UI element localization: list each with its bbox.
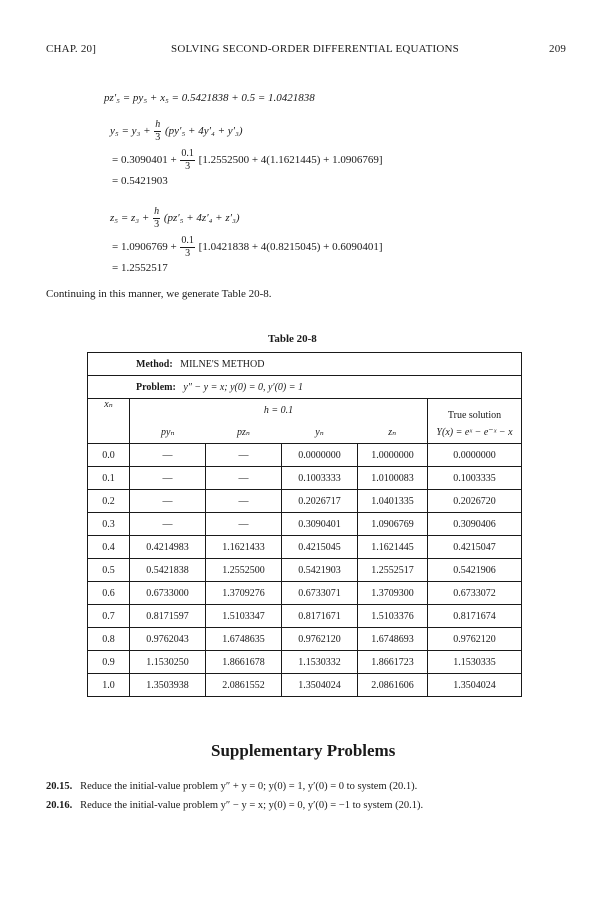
equation-z5-result: = 1.2552517 <box>112 262 168 274</box>
cell-pyn: 1.1530250 <box>130 651 206 674</box>
cell-pyn: 0.4214983 <box>130 536 206 559</box>
table-row <box>88 651 522 674</box>
cell-pzn: 1.3709276 <box>206 582 282 605</box>
cell-pzn: — <box>206 467 282 490</box>
cell-true-y: 0.5421906 <box>428 559 522 582</box>
body-paragraph: Continuing in this manner, we generate Table 20-8. <box>46 288 272 300</box>
cell-yn: 0.1003333 <box>282 467 358 490</box>
cell-xn: 0.8 <box>88 628 130 651</box>
equation-y5-result: = 0.5421903 <box>112 175 168 187</box>
table-header-row-2 <box>88 421 522 444</box>
cell-pyn: — <box>130 444 206 467</box>
cell-true-y: 0.4215047 <box>428 536 522 559</box>
cell-zn: 1.0100083 <box>358 467 428 490</box>
cell-pzn: — <box>206 444 282 467</box>
problem-item <box>46 800 423 811</box>
table-row <box>88 559 522 582</box>
cell-pzn: — <box>206 490 282 513</box>
cell-pyn: 1.3503938 <box>130 674 206 697</box>
table-row <box>88 444 522 467</box>
cell-true-y: 0.6733072 <box>428 582 522 605</box>
cell-yn: 0.4215045 <box>282 536 358 559</box>
problem-text: Reduce the initial-value problem y″ − y = x; y(0) = 0, y′(0) = −1 to system (20.1). <box>80 800 424 811</box>
problem-text: Reduce the initial-value problem y″ + y = 0; y(0) = 1, y′(0) = 0 to system (20.1). <box>80 781 418 792</box>
table-row <box>88 513 522 536</box>
cell-zn: 1.0906769 <box>358 513 428 536</box>
cell-zn: 1.5103376 <box>358 605 428 628</box>
table-row <box>88 467 522 490</box>
col-header-true-solution-1: True solution <box>428 399 522 422</box>
cell-pzn: — <box>206 513 282 536</box>
cell-xn: 1.0 <box>88 674 130 697</box>
cell-true-y: 0.1003335 <box>428 467 522 490</box>
cell-zn: 1.6748693 <box>358 628 428 651</box>
table-row <box>88 628 522 651</box>
cell-pzn: 1.8661678 <box>206 651 282 674</box>
cell-zn: 1.8661723 <box>358 651 428 674</box>
table-data-body <box>88 444 522 697</box>
table-row <box>88 674 522 697</box>
cell-pyn: 0.5421838 <box>130 559 206 582</box>
table-header-row-1 <box>88 399 522 422</box>
cell-pyn: — <box>130 467 206 490</box>
cell-xn: 0.4 <box>88 536 130 559</box>
col-header-pzn: pzₙ <box>206 421 282 444</box>
col-header-yn: yₙ <box>282 421 358 444</box>
cell-pzn: 1.1621433 <box>206 536 282 559</box>
cell-pzn: 1.2552500 <box>206 559 282 582</box>
cell-zn: 1.0401335 <box>358 490 428 513</box>
col-header-zn: zₙ <box>358 421 428 444</box>
problem-value: y″ − y = x; y(0) = 0, y′(0) = 1 <box>183 381 303 393</box>
z5-sub-fraction: $\frac{0.1}{3}$ <box>181 235 194 259</box>
cell-xn: 0.6 <box>88 582 130 605</box>
equation-z5-substitution: = 1.0906769 + $\frac{0.1}{3}$ [1.0421838 + 4(0.8215045) + 0.6090401] <box>112 235 383 259</box>
cell-xn: 0.7 <box>88 605 130 628</box>
cell-pyn: — <box>130 490 206 513</box>
cell-zn: 2.0861606 <box>358 674 428 697</box>
method-label: Method: <box>136 358 173 370</box>
cell-xn: 0.5 <box>88 559 130 582</box>
col-header-true-solution-2: Y(x) = eˣ − e⁻ˣ − x <box>428 421 522 444</box>
cell-pyn: — <box>130 513 206 536</box>
cell-yn: 1.1530332 <box>282 651 358 674</box>
col-header-h: h = 0.1 <box>130 399 428 422</box>
z5-fraction: $\frac{h}{3}$ <box>154 206 160 230</box>
table-row <box>88 605 522 628</box>
cell-true-y: 1.3504024 <box>428 674 522 697</box>
running-header-chapter: CHAP. 20] <box>46 43 97 55</box>
cell-yn: 0.9762120 <box>282 628 358 651</box>
cell-true-y: 0.8171674 <box>428 605 522 628</box>
cell-yn: 0.8171671 <box>282 605 358 628</box>
equation-z5: z₅ = z₃ + $\frac{h}{3}$ (pz′₅ + 4z′₄ + z′₃) <box>110 206 240 230</box>
cell-zn: 1.2552517 <box>358 559 428 582</box>
cell-true-y: 0.2026720 <box>428 490 522 513</box>
y5-fraction: $\frac{h}{3}$ <box>155 119 161 143</box>
running-header-title: SOLVING SECOND-ORDER DIFFERENTIAL EQUATIONS <box>171 43 459 55</box>
cell-pzn: 1.6748635 <box>206 628 282 651</box>
cell-yn: 0.2026717 <box>282 490 358 513</box>
cell-zn: 1.3709300 <box>358 582 428 605</box>
cell-true-y: 0.0000000 <box>428 444 522 467</box>
cell-true-y: 1.1530335 <box>428 651 522 674</box>
cell-yn: 0.3090401 <box>282 513 358 536</box>
cell-xn: 0.0 <box>88 444 130 467</box>
cell-true-y: 0.9762120 <box>428 628 522 651</box>
table-problem-row <box>88 376 522 399</box>
cell-xn: 0.1 <box>88 467 130 490</box>
milne-method-table <box>87 352 522 697</box>
section-heading: Supplementary Problems <box>211 741 396 760</box>
y5-sub-fraction: $\frac{0.1}{3}$ <box>181 148 194 172</box>
equation-y5-substitution: = 0.3090401 + $\frac{0.1}{3}$ [1.2552500 + 4(1.1621445) + 1.0906769] <box>112 148 383 172</box>
equation-pz5: pz′₅ = py₅ + x₅ = 0.5421838 + 0.5 = 1.0421838 <box>104 92 315 104</box>
method-value: MILNE'S METHOD <box>180 358 265 370</box>
cell-yn: 0.0000000 <box>282 444 358 467</box>
problem-label: Problem: <box>136 381 176 393</box>
table-caption: Table 20-8 <box>268 333 317 345</box>
table-row <box>88 582 522 605</box>
cell-pzn: 2.0861552 <box>206 674 282 697</box>
cell-zn: 1.1621445 <box>358 536 428 559</box>
table-method-row <box>88 353 522 376</box>
cell-yn: 0.6733071 <box>282 582 358 605</box>
problem-item <box>46 781 417 792</box>
cell-yn: 0.5421903 <box>282 559 358 582</box>
table-row <box>88 536 522 559</box>
problem-number: 20.15. <box>46 781 73 792</box>
cell-pyn: 0.6733000 <box>130 582 206 605</box>
y5-rhs: (py′₅ + 4y′₄ + y′₃) <box>165 125 243 138</box>
col-header-pyn: pyₙ <box>130 421 206 444</box>
cell-true-y: 0.3090406 <box>428 513 522 536</box>
y5-lhs: y₅ = y₃ + <box>110 125 151 138</box>
table-row <box>88 490 522 513</box>
cell-pyn: 0.8171597 <box>130 605 206 628</box>
cell-xn: 0.3 <box>88 513 130 536</box>
cell-xn: 0.9 <box>88 651 130 674</box>
cell-pzn: 1.5103347 <box>206 605 282 628</box>
cell-xn: 0.2 <box>88 490 130 513</box>
cell-zn: 1.0000000 <box>358 444 428 467</box>
cell-yn: 1.3504024 <box>282 674 358 697</box>
equation-y5 <box>110 120 243 143</box>
col-header-xn-empty <box>88 421 130 444</box>
col-header-xn: xₙ <box>88 399 130 422</box>
cell-pyn: 0.9762043 <box>130 628 206 651</box>
problem-number: 20.16. <box>46 800 73 811</box>
page-number: 209 <box>549 43 567 55</box>
